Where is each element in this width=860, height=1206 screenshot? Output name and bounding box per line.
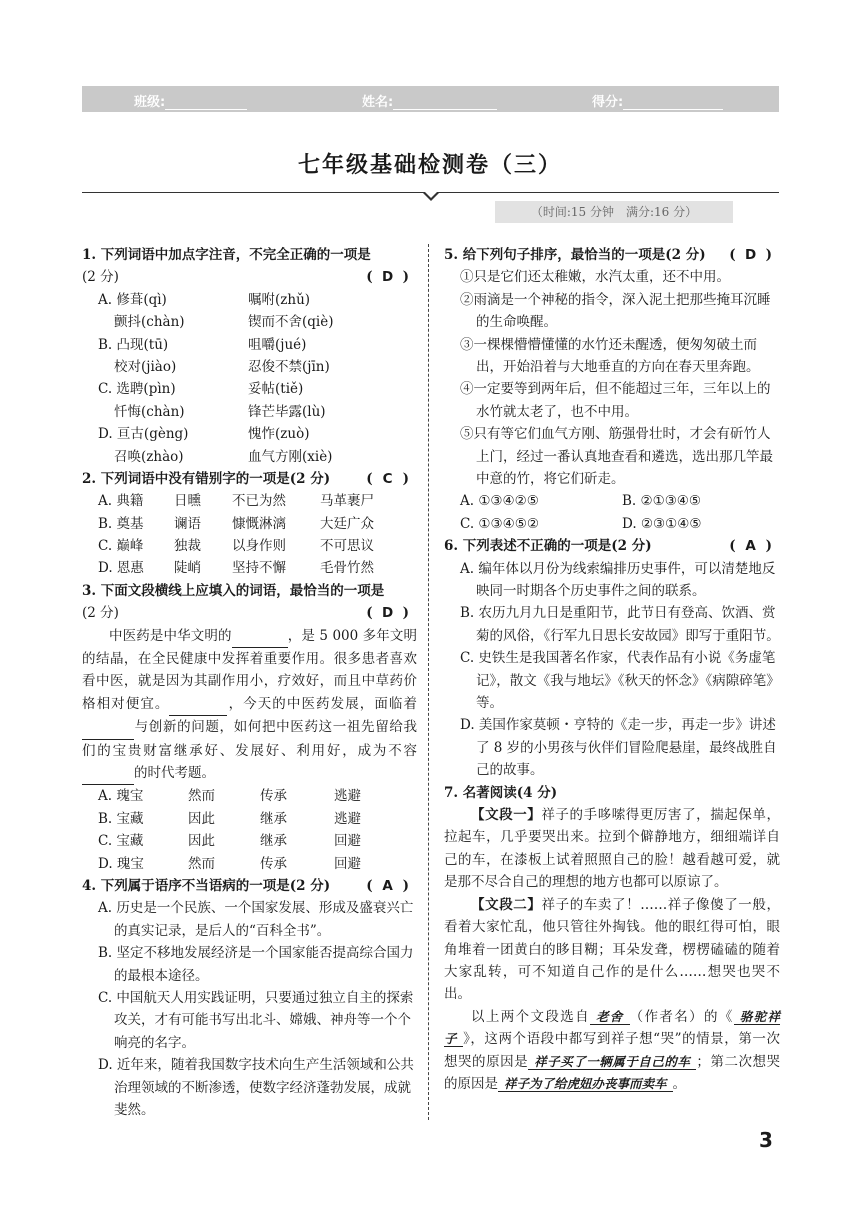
q5-sentence-1: ①只是它们还太稚嫩，水汽太重，还不中用。 — [460, 269, 730, 286]
q4-stem: 4. 下列属于语序不当语病的一项是(2 分) ( A ) — [82, 875, 417, 897]
name-field: 姓名: — [362, 91, 497, 110]
q3-blank-4[interactable] — [82, 762, 134, 785]
q4-option-b: B. 坚定不移地发展经济是一个国家能否提高综合国力的最根本途径。 — [98, 945, 414, 984]
q1-option-row: 召唤(zhào) 血气方刚(xiè) — [114, 448, 333, 465]
q6-answer: ( A ) — [729, 538, 772, 555]
q6-option-a: A. 编年体以月份为线索编排历史事件，可以清楚地反映同一时期各个历史事件之间的联系。 — [460, 560, 776, 600]
q3-passage: 中医药是中华文明的 ，是 5 000 多年文明的结晶，在全民健康中发挥着重要作用。很多患者喜欢看中医，就是因为其副作用小，疗效好，而且中草药价格相对便宜。 ，今天的中医药发展，面临着 与创新的问题，如何把中医药这一祖先留给我们的宝贵财富继承好、发展好、利用好，成为不容 的时代考题。 — [82, 625, 417, 786]
q1-option-row: 忏悔(chàn) 锋芒毕露(lù) — [114, 403, 326, 420]
right-column — [444, 244, 780, 1095]
q2-option-row: B. 奠基 谰语 慷慨淋漓 大廷广众 — [98, 515, 374, 532]
q3-option-row: C. 宝藏 因此 继承 回避 — [98, 833, 361, 850]
q5-option-row: C. ①③④⑤② D. ②③①④⑤ — [460, 515, 702, 532]
q3-option-row: B. 宝藏 因此 继承 逃避 — [98, 810, 361, 827]
score-field: 得分: — [592, 91, 723, 110]
q5-answer: ( D ) — [729, 247, 772, 263]
q1-option-row: C. 选聘(pìn) 妥帖(tiě) — [98, 381, 304, 398]
q7-question: 以上两个文段选自 老舍 （作者名）的《 骆驼祥子 》，这两个语段中都写到祥子想“哭”的情景，第一次想哭的原因是 祥子买了一辆属于自己的车 ；第二次想哭的原因是 祥子为了给虎妞办丧事而卖车 。 — [444, 1008, 781, 1092]
score-blank[interactable] — [623, 97, 723, 110]
class-field: 班级: — [134, 91, 247, 110]
q5-sentence-3: ③一棵棵懵懵懂懂的水竹还未醒透，便匆匆破土而出，开始沿着与大地垂直的方向在春天里奔跑。 — [460, 336, 760, 376]
q3-option-row: D. 瑰宝 然而 传承 回避 — [98, 855, 361, 872]
q2-stem: 2. 下列词语中没有错别字的一项是(2 分) ( C ) — [82, 468, 417, 490]
time-info: （时间:15 分钟 满分:16 分） — [495, 201, 733, 223]
q3-stem: 3. 下面文段横线上应填入的词语，最恰当的一项是 — [82, 582, 385, 599]
q1-answer: ( D ) — [366, 269, 409, 286]
q7-stem: 7. 名著阅读(4 分) — [444, 784, 558, 801]
q7-passage-2: 【文段二】祥子的车卖了！……祥子像傻了一般，看着大家忙乱，他只管往外掏钱。他的眼红得可怕，眼角堆着一团黄白的眵目糊；耳朵发聋，楞楞磕磕的随着大家乱转，可不知道自己作的是什么……想哭也哭不出。 — [444, 896, 780, 1003]
q4-option-d: D. 近年来，随着我国数字技术向生产生活领域和公共治理领域的不断渗透，使数字经济蓬勃发展，成就斐然。 — [98, 1057, 414, 1119]
q1-option-row: B. 凸现(tū) 咀嚼(jué) — [98, 336, 307, 353]
q5-stem: 5. 给下列句子排序，最恰当的一项是(2 分) ( D ) — [444, 244, 780, 266]
q6-stem: 6. 下列表述不正确的一项是(2 分) ( A ) — [444, 535, 780, 557]
q1-option-row: D. 亘古(gèng) 愧怍(zuò) — [98, 426, 310, 443]
q3-answer: ( D ) — [366, 605, 409, 622]
q1-option-row: 校对(jiào) 忍俊不禁(jīn) — [114, 358, 330, 375]
q1-stem: 1. 下列词语中加点字注音，不完全正确的一项是 — [82, 247, 371, 263]
q6-option-d: D. 美国作家莫顿・亨特的《走一步，再走一步》讲述了 8 岁的小男孩与伙伴们冒险爬悬崖，最终战胜自己的故事。 — [460, 717, 777, 779]
info-bar — [82, 86, 779, 112]
q3-blank-3[interactable] — [82, 716, 134, 739]
q7-answer-author[interactable]: 老舍 — [590, 1009, 630, 1025]
q4-option-a: A. 历史是一个民族、一个国家发展、形成及盛衰兴亡的真实记录，是后人的“百科全书”。 — [98, 900, 414, 939]
name-blank[interactable] — [393, 97, 497, 110]
q7-answer-book[interactable]: 骆驼祥子 — [444, 1008, 780, 1047]
q3-blank-2[interactable] — [169, 693, 227, 716]
q5-sentence-4: ④一定要等到两年后，但不能超过三年，三年以上的水竹就太老了，也不中用。 — [460, 381, 771, 420]
q6-option-b: B. 农历九月九日是重阳节，此节日有登高、饮酒、赏菊的风俗，《行军九日思长安故园》即写于重阳节。 — [460, 605, 780, 644]
class-blank[interactable] — [165, 97, 247, 110]
q6-option-c: C. 史铁生是我国著名作家，代表作品有小说《务虚笔记》，散文《我与地坛》《秋天的怀念》《病隙碎笔》等。 — [460, 650, 780, 712]
q2-answer: ( C ) — [366, 470, 409, 487]
q1-option-row: A. 修葺(qì) 嘱咐(zhǔ) — [98, 291, 311, 308]
page-title: 七年级基础检测卷（三） — [297, 153, 562, 178]
left-column: 1. 下列词语中加点字注音，不完全正确的一项是 (2 分) ( D ) A. 修葺(qì) 嘱咐(zhǔ) 颤抖(chàn) 锲而不舍(qiè) B. 凸现(tū) 咀嚼(jué) 校对(jiào) 忍俊不禁(jīn) C. 选聘(pìn) 妥帖(tiě) 忏悔(chàn) 锋芒毕露(lù) D. 亘古(gèng) 愧怍(zuò) 召唤(zhào) 血气方刚(xiè) 2. 下列词语中没有错别字的一项是(2 分) ( C ) A. 典籍 日曛 不已为然 马革裹尸 B. 奠基 谰语 慷慨淋漓 大廷广众 C. 巅峰 独裁 以身作则 不可思议 D. 恩惠 陡峭 坚持不懈 毛骨竹然 3. 下面文段横线上应填入的词语，最恰当的一项是 (2 分) ( D ) 中医药是中华文明的 ，是 5 000 多年文明的结晶，在全民健康中发挥着重要作用。很多患者喜欢看中医，就是因为其副作用小，疗效好，而且中草药价格相对便宜。 ，今天的中医药发展，面临着 与创新的问题，如何把中医药这一祖先留给我们的宝贵财富继承好、发展好、利用好，成为不容 的时代考题。 A. 瑰宝 然而 传承 逃避 B. 宝藏 因此 继承 逃避 C. 宝藏 因此 继承 回避 D. 瑰宝 然而 传承 回避 4. 下列属于语序不当语病的一项是(2 分) ( A ) A. 历史是一个民族、一个国家发展、形成及盛衰兴亡的真实记录，是后人的“百科全书”。 B. 坚定不移地发展经济是一个国家能否提高综合国力的最根本途径。 C. 中国航天人用实践证明，只要通过独立自主的探索攻关，才有可能书写出北斗、嫦娥、神舟等一个个响亮的名字。 D. 近年来，随着我国数字技术向生产生活领域和公共治理领域的不断渗透，使数字经济蓬勃发展，成就斐然。 — [82, 244, 417, 1122]
q5-option-row: A. ①③④②⑤ B. ②①③④⑤ — [460, 493, 702, 510]
q7-passage-1: 【文段一】祥子的手哆嗦得更厉害了，揣起保单，拉起车，几乎要哭出来。拉到个僻静地方，细细端详自己的车，在漆板上试着照照自己的脸！越看越可爱，就是那不尽合自己的理想的地方也都可以原谅了。 — [444, 807, 781, 891]
q4-option-c: C. 中国航天人用实践证明，只要通过独立自主的探索攻关，才有可能书写出北斗、嫦娥、神舟等一个个响亮的名字。 — [98, 990, 414, 1051]
page-number: 3 — [759, 1128, 773, 1152]
q7-answer-reason-2[interactable]: 祥子为了给虎妞办丧事而卖车 — [498, 1076, 673, 1092]
q3-option-row: A. 瑰宝 然而 传承 逃避 — [98, 788, 361, 805]
q2-option-row: C. 巅峰 独裁 以身作则 不可思议 — [98, 538, 374, 555]
q1-option-row: 颤抖(chàn) 锲而不舍(qiè) — [114, 314, 334, 331]
q4-answer: ( A ) — [366, 878, 409, 895]
column-divider — [428, 244, 429, 1120]
q5-sentence-2: ②雨滴是一个神秘的指令，深入泥土把那些掩耳沉睡的生命唤醒。 — [460, 291, 771, 331]
q2-option-row: A. 典籍 日曛 不已为然 马革裹尸 — [98, 493, 374, 510]
q7-answer-reason-1[interactable]: 祥子买了一辆属于自己的车 — [528, 1054, 696, 1070]
q5-sentence-5: ⑤只有等它们血气方刚、筋强骨壮时，才会有斫竹人上门，经过一番认真地查看和遴选，选出那几竿最中意的竹，将它们斫走。 — [460, 426, 773, 488]
q2-option-row: D. 恩惠 陡峭 坚持不懈 毛骨竹然 — [98, 560, 374, 577]
q3-blank-1[interactable] — [232, 625, 288, 648]
